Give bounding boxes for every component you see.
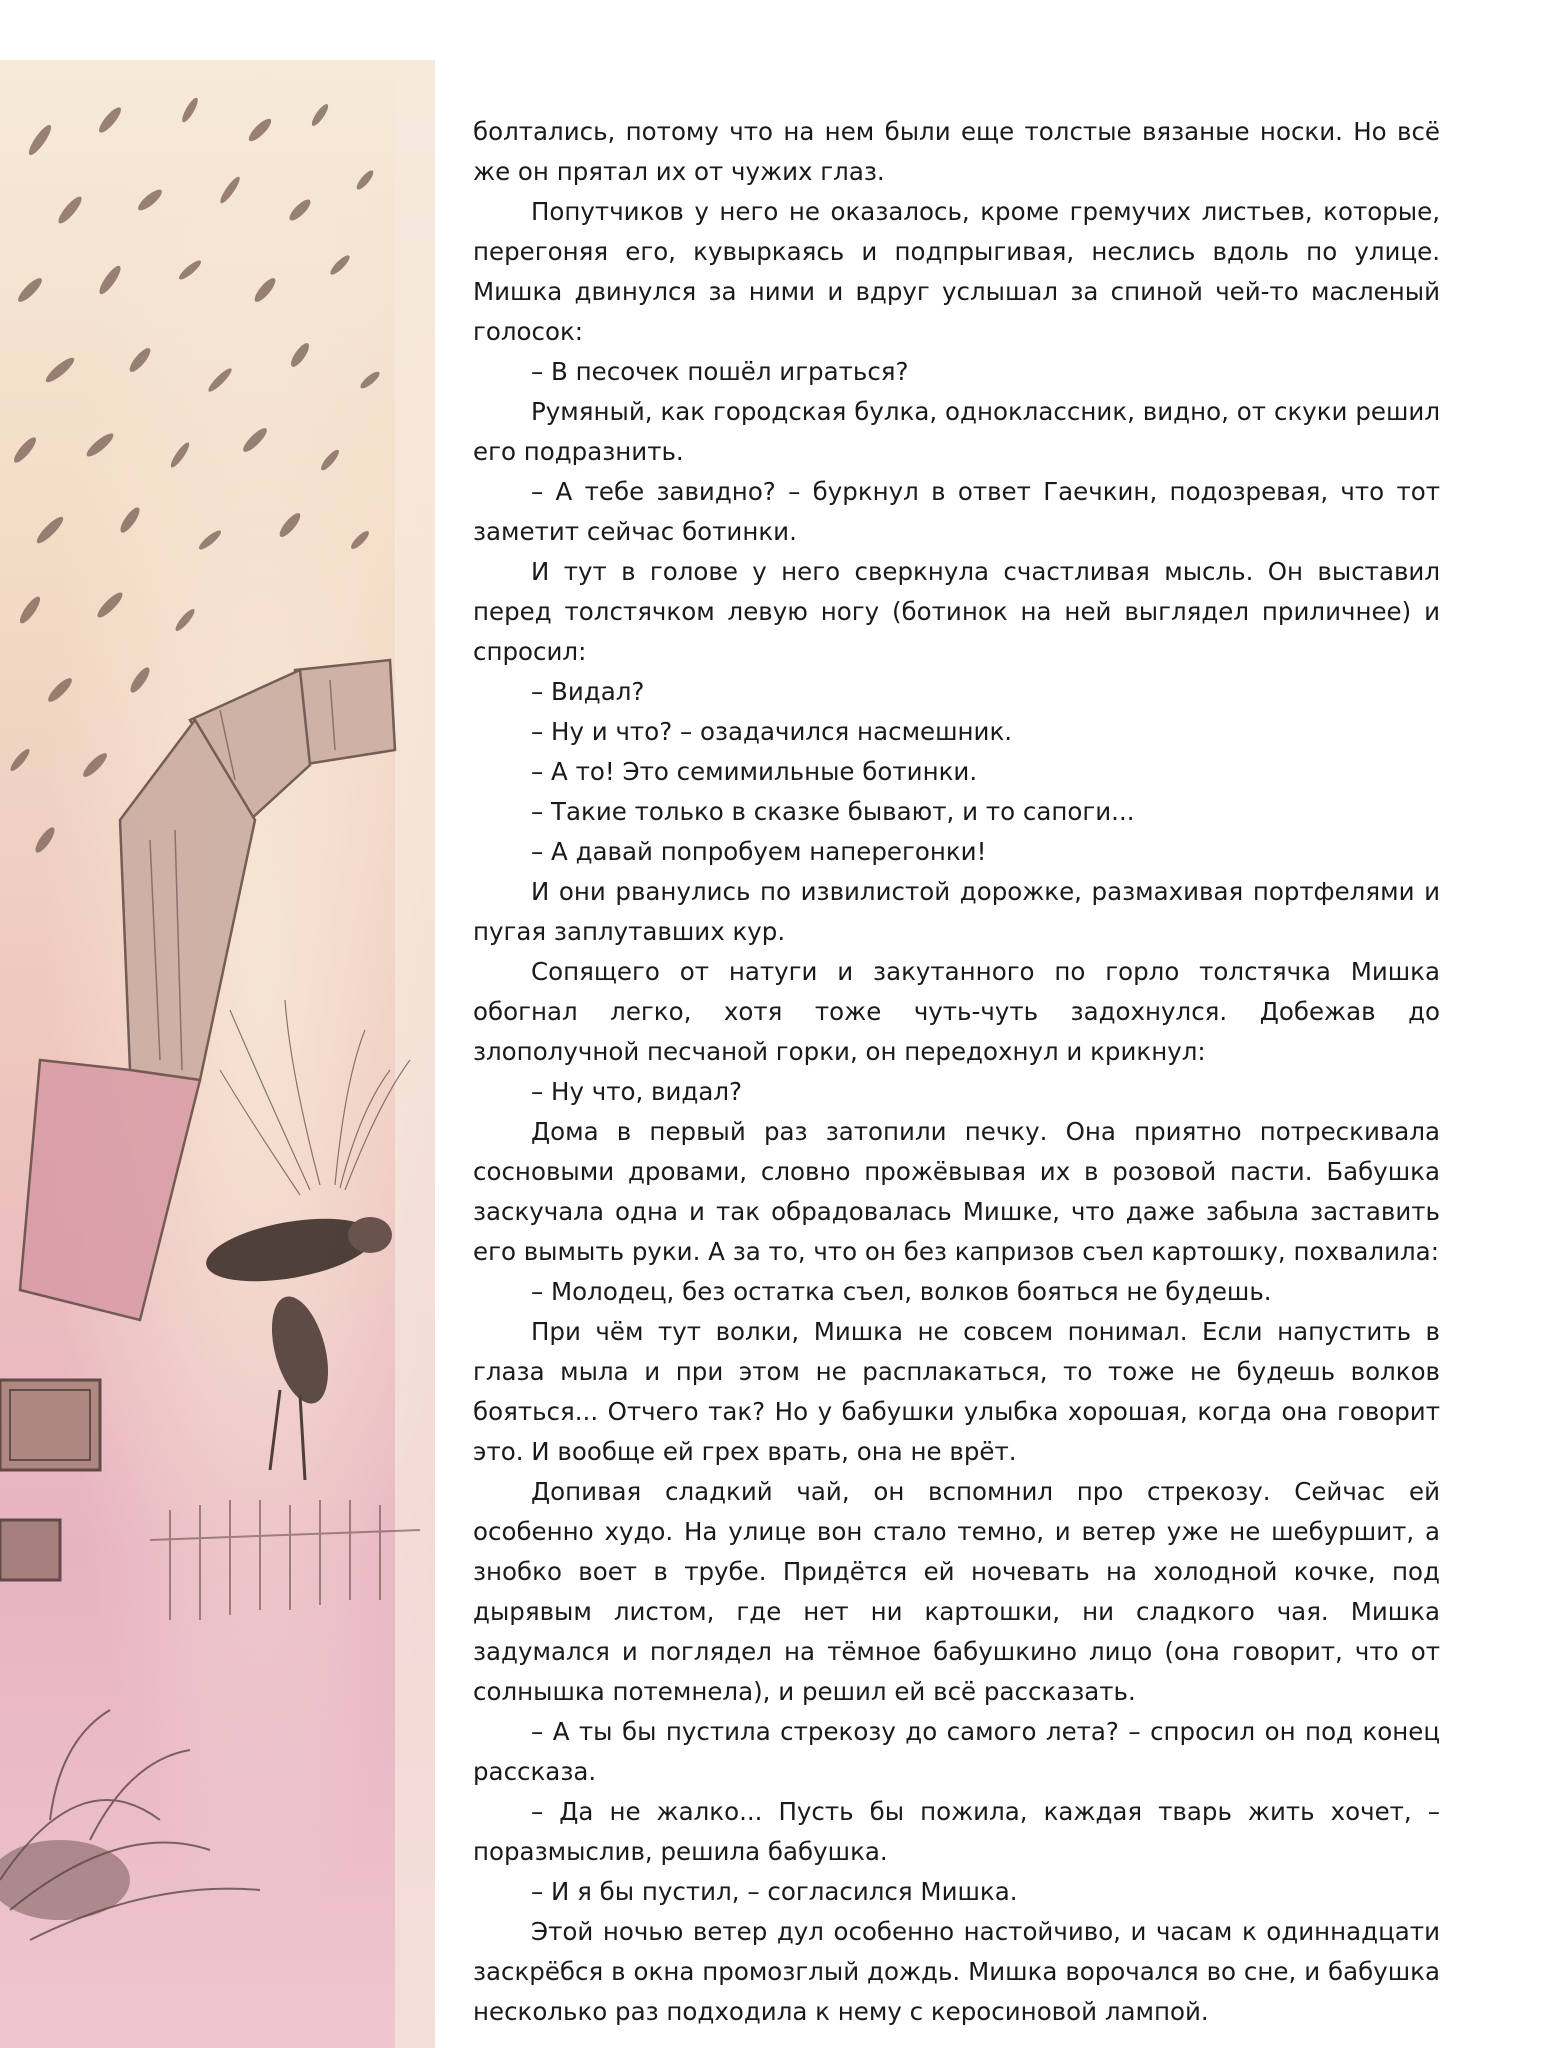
paragraph: – Да не жалко... Пусть бы пожила, каждая тварь жить хочет, – поразмыслив, решила бабушка.: [473, 1797, 1440, 1866]
paragraph: Попутчиков у него не оказалось, кроме гремучих листьев, которые, перегоняя его, кувыркаясь и подпрыгивая, неслись вдоль по улице. Мишка двинулся за ними и вдруг услышал за спиной чей-то масленый голосок:: [473, 197, 1440, 346]
paragraph: – Молодец, без остатка съел, волков бояться не будешь.: [531, 1277, 1272, 1306]
paragraph: Сопящего от натуги и закутанного по горло толстячка Мишка обогнал легко, хотя тоже чуть-чуть задохнулся. Добежав до злополучной песчаной горки, он передохнул и крикнул:: [473, 957, 1440, 1066]
paragraph: – Видал?: [531, 677, 645, 706]
paragraph: Румяный, как городская булка, одноклассник, видно, от скуки решил его подразнить.: [473, 397, 1440, 466]
paragraph: – Такие только в сказке бывают, и то сапоги...: [531, 797, 1135, 826]
paragraph: И тут в голове у него сверкнула счастливая мысль. Он выставил перед толстячком левую ногу (ботинок на ней выглядел приличнее) и спросил:: [473, 557, 1440, 666]
paragraph: – А то! Это семимильные ботинки.: [531, 757, 978, 786]
paragraph: При чём тут волки, Мишка не совсем понимал. Если напустить в глаза мыла и при этом не расплакаться, то тоже не будешь волков бояться... Отчего так? Но у бабушки улыбка хорошая, когда она говорит это. И вообще ей грех врать, она не врёт.: [473, 1317, 1440, 1466]
paragraph: – Ну и что? – озадачился насмешник.: [531, 717, 1013, 746]
paragraph: – А тебе завидно? – буркнул в ответ Гаечкин, подозревая, что тот заметит сейчас ботинки.: [473, 477, 1440, 546]
story-text: [473, 112, 1440, 2032]
paragraph: – В песочек пошёл играться?: [531, 357, 909, 386]
paragraph: И они рванулись по извилистой дорожке, размахивая портфелями и пугая заплутавших кур.: [473, 877, 1440, 946]
paragraph: – Ну что, видал?: [531, 1077, 743, 1106]
paragraph: – И я бы пустил, – согласился Мишка.: [531, 1877, 1018, 1906]
paragraph: болтались, потому что на нем были еще толстые вязаные носки. Но всё же он прятал их от чужих глаз.: [473, 117, 1440, 186]
paragraph: – А давай попробуем наперегонки!: [531, 837, 987, 866]
illustration-drawing: [0, 60, 435, 2048]
paragraph: Этой ночью ветер дул особенно настойчиво, и часам к одиннадцати заскрёбся в окна промозглый дождь. Мишка ворочался во сне, и бабушка несколько раз подходила к нему с керосиновой лампой.: [473, 1917, 1440, 2026]
paragraph: Дома в первый раз затопили печку. Она приятно потрескивала сосновыми дровами, словно прожёвывая их в розовой пасти. Бабушка заскучала одна и так обрадовалась Мишке, что даже забыла заставить его вымыть руки. А за то, что он без капризов съел картошку, похвалила:: [473, 1117, 1440, 1266]
pencil-illustration: [0, 60, 435, 2048]
paragraph: Допивая сладкий чай, он вспомнил про стрекозу. Сейчас ей особенно худо. На улице вон стало темно, и ветер уже не шебуршит, а знобко воет в трубе. Придётся ей ночевать на холодной кочке, под дырявым листом, где нет ни картошки, ни сладкого чая. Мишка задумался и поглядел на тёмное бабушкино лицо (она говорит, что от солнышка потемнела), и решил ей всё рассказать.: [473, 1477, 1440, 1706]
paragraph: – А ты бы пустила стрекозу до самого лета? – спросил он под конец рассказа.: [473, 1717, 1440, 1786]
